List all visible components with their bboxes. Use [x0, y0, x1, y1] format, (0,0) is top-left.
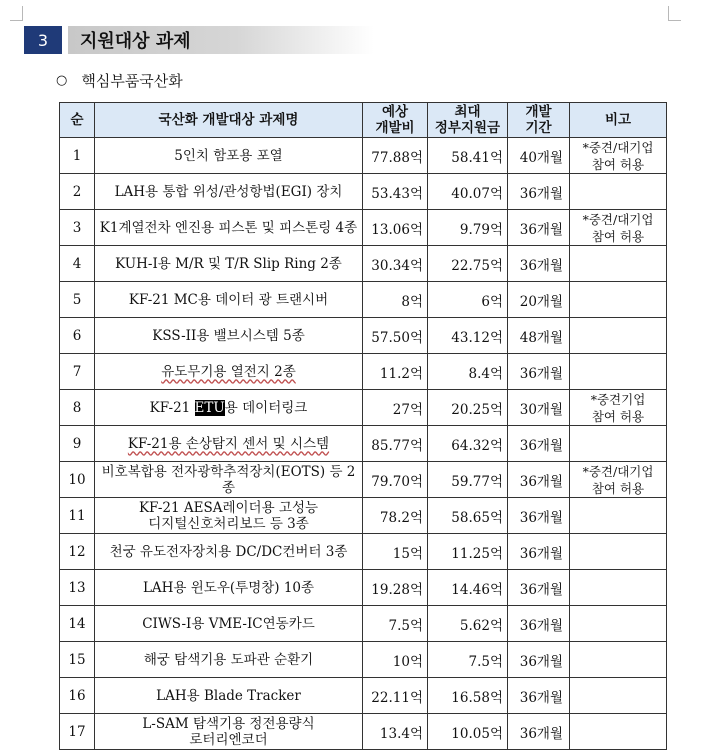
table-row	[60, 498, 667, 534]
cell-note	[570, 390, 667, 426]
cell-name: CIWS-I용 VME-IC연동카드	[95, 606, 363, 642]
cell-note	[570, 246, 667, 282]
cell-no: 12	[60, 534, 95, 570]
header-cost-line1: 예상	[381, 104, 409, 120]
cell-name	[95, 426, 363, 462]
cell-name: 비호복합용 전자광학추적장치(EOTS) 등 2종	[95, 462, 363, 498]
table-row	[60, 426, 667, 462]
cell-period: 36개월	[508, 174, 570, 210]
section-title: 지원대상 과제	[80, 31, 191, 52]
header-cost-line2: 개발비	[375, 120, 415, 136]
cell-note	[570, 678, 667, 714]
cell-cost: 15억	[363, 534, 428, 570]
cell-note	[570, 570, 667, 606]
table-header-row	[60, 103, 667, 138]
table-row	[60, 210, 667, 246]
table-row	[60, 606, 667, 642]
header-period	[508, 103, 570, 138]
cell-name-line1: KF-21 AESA레이더용 고성능	[138, 499, 319, 516]
cell-support: 6억	[428, 282, 508, 318]
cell-name	[95, 498, 363, 534]
page-corner-mark-left	[10, 6, 23, 21]
table-row	[60, 714, 667, 750]
cell-support: 7.5억	[428, 642, 508, 678]
table-row	[60, 390, 667, 426]
header-period-line1: 개발	[525, 104, 552, 120]
cell-period: 48개월	[508, 318, 570, 354]
cell-no: 6	[60, 318, 95, 354]
cell-note	[570, 282, 667, 318]
header-name: 국산화 개발대상 과제명	[95, 103, 363, 138]
cell-note	[570, 714, 667, 750]
section-number: 3	[24, 26, 62, 54]
cell-period: 30개월	[508, 390, 570, 426]
cell-name: LAH용 윈도우(투명창) 10종	[95, 570, 363, 606]
cell-name	[95, 354, 363, 390]
cell-cost: 11.2억	[363, 354, 428, 390]
cell-period: 36개월	[508, 498, 570, 534]
highlighted-selection: ETU	[194, 399, 225, 416]
cell-name: 해궁 탐색기용 도파관 순환기	[95, 642, 363, 678]
cell-period: 40개월	[508, 138, 570, 174]
cell-name: KUH-I용 M/R 및 T/R Slip Ring 2종	[95, 246, 363, 282]
subheading	[56, 70, 183, 91]
section-header	[24, 26, 374, 54]
cell-support: 14.46억	[428, 570, 508, 606]
header-support-line2: 정부지원금	[434, 120, 501, 136]
cell-cost: 13.06억	[363, 210, 428, 246]
cell-note	[570, 642, 667, 678]
cell-period: 20개월	[508, 282, 570, 318]
note-line1: *중견/대기업	[582, 139, 654, 155]
cell-support: 40.07억	[428, 174, 508, 210]
cell-name-text: 유도무기용 열전지 2종	[161, 363, 296, 380]
cell-note	[570, 606, 667, 642]
header-note: 비고	[570, 103, 667, 138]
cell-support: 64.32억	[428, 426, 508, 462]
header-no: 순	[60, 103, 95, 138]
cell-support: 20.25억	[428, 390, 508, 426]
cell-name-line2: 로터리엔코더	[189, 731, 268, 748]
cell-name-post: 용 데이터링크	[224, 399, 308, 416]
cell-support: 11.25억	[428, 534, 508, 570]
cell-no: 4	[60, 246, 95, 282]
table-row	[60, 246, 667, 282]
table-row	[60, 534, 667, 570]
cell-no: 17	[60, 714, 95, 750]
cell-note	[570, 318, 667, 354]
cell-support: 58.41억	[428, 138, 508, 174]
cell-cost: 53.43억	[363, 174, 428, 210]
note-line1: *중견/대기업	[582, 463, 654, 479]
cell-cost: 27억	[363, 390, 428, 426]
table-row	[60, 642, 667, 678]
cell-cost: 57.50억	[363, 318, 428, 354]
cell-period: 36개월	[508, 354, 570, 390]
cell-period: 36개월	[508, 678, 570, 714]
cell-cost: 78.2억	[363, 498, 428, 534]
cell-period: 36개월	[508, 642, 570, 678]
cell-note	[570, 210, 667, 246]
cell-period: 36개월	[508, 570, 570, 606]
cell-note	[570, 498, 667, 534]
cell-support: 9.79억	[428, 210, 508, 246]
cell-cost: 30.34억	[363, 246, 428, 282]
page-corner-mark-right	[668, 6, 681, 21]
cell-note	[570, 174, 667, 210]
table-row	[60, 174, 667, 210]
header-support-line1: 최대	[454, 104, 481, 120]
cell-cost: 8억	[363, 282, 428, 318]
cell-no: 14	[60, 606, 95, 642]
cell-note	[570, 426, 667, 462]
cell-no: 3	[60, 210, 95, 246]
cell-name: KF-21 MC용 데이터 광 트랜시버	[95, 282, 363, 318]
cell-cost: 10억	[363, 642, 428, 678]
cell-period: 36개월	[508, 714, 570, 750]
cell-no: 9	[60, 426, 95, 462]
cell-name-line2: 디지털신호처리보드 등 3종	[148, 515, 309, 532]
cell-name: K1계열전차 엔진용 피스톤 및 피스톤링 4종	[95, 210, 363, 246]
cell-cost: 13.4억	[363, 714, 428, 750]
header-period-line2: 기간	[525, 120, 552, 136]
cell-support: 22.75억	[428, 246, 508, 282]
note-line2: 참여 허용	[591, 156, 645, 172]
cell-name: 천궁 유도전자장치용 DC/DC컨버터 3종	[95, 534, 363, 570]
cell-period: 36개월	[508, 462, 570, 498]
cell-period: 36개월	[508, 606, 570, 642]
cell-note	[570, 354, 667, 390]
cell-name: 5인치 함포용 포열	[95, 138, 363, 174]
cell-no: 13	[60, 570, 95, 606]
table-row	[60, 282, 667, 318]
cell-name-pre: KF-21	[149, 399, 195, 416]
cell-name: LAH용 Blade Tracker	[95, 678, 363, 714]
bullet-circle-icon: ○	[56, 73, 68, 88]
cell-no: 2	[60, 174, 95, 210]
header-support	[428, 103, 508, 138]
cell-period: 36개월	[508, 534, 570, 570]
cell-note	[570, 534, 667, 570]
cell-name	[95, 390, 363, 426]
note-line1: *중견/대기업	[582, 211, 654, 227]
note-line1: *중견기업	[590, 391, 646, 407]
note-line2: 참여 허용	[591, 228, 645, 244]
cell-note	[570, 462, 667, 498]
cell-support: 8.4억	[428, 354, 508, 390]
cell-cost: 7.5억	[363, 606, 428, 642]
cell-support: 16.58억	[428, 678, 508, 714]
table-row	[60, 354, 667, 390]
subheading-text: 핵심부품국산화	[81, 72, 183, 90]
cell-cost: 77.88억	[363, 138, 428, 174]
cell-no: 15	[60, 642, 95, 678]
cell-cost: 85.77억	[363, 426, 428, 462]
cell-support: 59.77억	[428, 462, 508, 498]
note-line2: 참여 허용	[591, 480, 645, 496]
cell-name: KSS-II용 밸브시스템 5종	[95, 318, 363, 354]
table-row	[60, 462, 667, 498]
cell-no: 11	[60, 498, 95, 534]
cell-note	[570, 138, 667, 174]
cell-no: 7	[60, 354, 95, 390]
cell-cost: 79.70억	[363, 462, 428, 498]
cell-cost: 19.28억	[363, 570, 428, 606]
table-row	[60, 138, 667, 174]
cell-period: 36개월	[508, 426, 570, 462]
cell-period: 36개월	[508, 246, 570, 282]
table-row	[60, 570, 667, 606]
cell-support: 5.62억	[428, 606, 508, 642]
section-title-bar	[68, 26, 374, 54]
cell-name-line1: L-SAM 탐색기용 정전용량식	[142, 715, 315, 732]
cell-no: 1	[60, 138, 95, 174]
cell-name	[95, 714, 363, 750]
cell-support: 43.12억	[428, 318, 508, 354]
cell-support: 58.65억	[428, 498, 508, 534]
cell-name: LAH용 통합 위성/관성항법(EGI) 장치	[95, 174, 363, 210]
cell-no: 10	[60, 462, 95, 498]
cell-no: 5	[60, 282, 95, 318]
note-line2: 참여 허용	[591, 408, 645, 424]
header-cost	[363, 103, 428, 138]
table-row	[60, 678, 667, 714]
cell-name-text: KF-21용 손상탐지 센서 및 시스템	[127, 435, 330, 452]
cell-no: 8	[60, 390, 95, 426]
project-table	[59, 102, 667, 750]
cell-no: 16	[60, 678, 95, 714]
cell-period: 36개월	[508, 210, 570, 246]
cell-cost: 22.11억	[363, 678, 428, 714]
table-row	[60, 318, 667, 354]
cell-support: 10.05억	[428, 714, 508, 750]
